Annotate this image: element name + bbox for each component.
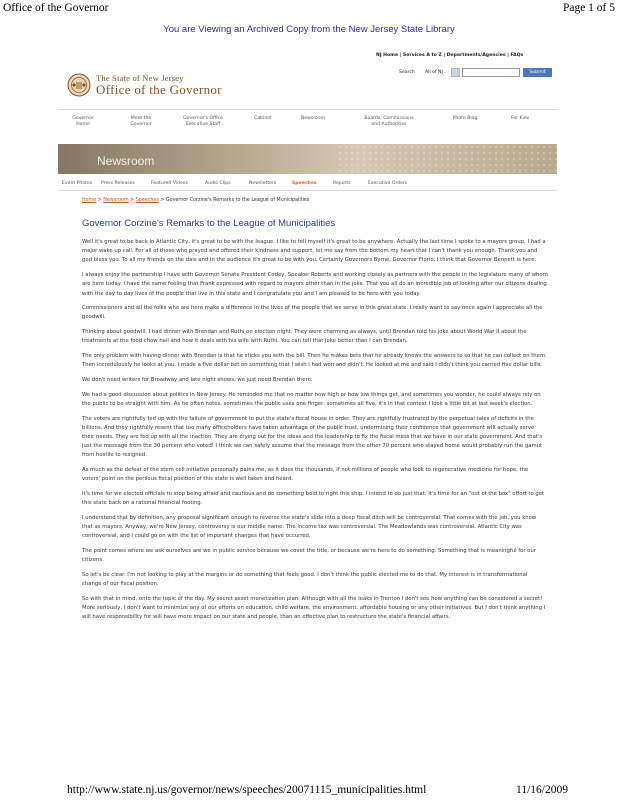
search-label: Search <box>399 70 415 75</box>
archive-notice: You are Viewing an Archived Copy from the New Jersey State Library <box>163 24 455 35</box>
print-footer <box>0 784 618 800</box>
paragraph: So with that in mind, onto the topic of the day. My secret asset monetization plan. Although with all the leaks in Trenton I don't see how anything can be considered a secret! More seriously, I don't want to minimize any of our efforts on education, child welfare, the environment, affordable housing or any other initiatives. But I don't think anything I will have responsibility for will have more impact on our state and people, than an effective plan to restructure the state's financial affairs. <box>82 595 546 621</box>
paragraph: The point comes where we ask ourselves are we in public service because we covet the title, or because we're here to do something. Something that is meaningful for our citizens. <box>82 547 536 564</box>
print-header-page: Page 1 of 5 <box>562 2 615 14</box>
print-header <box>0 0 618 18</box>
nav-governors-office[interactable]: Governor's Office Executive Staff <box>183 116 223 127</box>
paragraph: It's time for we elected officials to stop being afraid and cautious and do something bold to right this ship. I intend to do just that. It's time for an "out of the box" effort to get this state back on a rational financial footing. <box>82 490 545 507</box>
nav-meet-the-governor[interactable]: Meet the Governor <box>130 116 152 127</box>
search-input[interactable] <box>462 68 520 77</box>
breadcrumb-sep: > <box>158 198 166 203</box>
subnav-reports[interactable]: Reports <box>333 181 351 186</box>
search-scope[interactable]: All of NJ <box>425 70 443 75</box>
main-nav <box>58 109 558 139</box>
brand-line-1[interactable]: The State of New Jersey <box>96 73 184 83</box>
paragraph: Thinking about goodwill, I had dinner with Brendan and Ruthi on election night. They were charming as always, until Brendan told his joke about World War II about the treatments at the food chow hall and how it deals with his wife with Ruthi. You can tell that joke better than I can Brendan. <box>82 329 527 345</box>
paragraph: As much as the defeat of the stem cell initiative personally pains me, as it does the thousands, if not millions of people who look to regenerative medicine for hope, the voters' point on the perilous fiscal position of this state is well taken and heard. <box>82 467 529 483</box>
paragraph: We don't need writers for Broadway and late night shows, we just need Brendan there. <box>82 376 313 383</box>
breadcrumb-current: Governor Corzine's Remarks to the League of Municipalities <box>165 198 310 203</box>
subnav-newsletters[interactable]: Newsletters <box>249 181 277 186</box>
state-seal-icon[interactable] <box>67 73 91 97</box>
paragraph: I always enjoy the partnership I have with Governor Senate President Codey, Speaker Roberts and working closely as partners with the people in the legislature many of whom are here today. I have the same feeling that Frank expressed with regard to mayors other than in the joke. That you all do an incredible job of looking after our citizens dealing with the day to day lives of the people that live in this state and I congratulate you and I am pleased to be here with you today. <box>82 272 548 297</box>
search-scope-icon[interactable] <box>451 68 460 77</box>
banner-title: Newsroom <box>97 154 155 168</box>
section-banner <box>58 144 557 174</box>
subnav-divider <box>58 190 557 191</box>
subnav-featured-videos[interactable]: Featured Videos <box>151 181 188 186</box>
breadcrumb-sep: > <box>96 198 104 203</box>
brand-line-2[interactable]: Office of the Governor <box>96 82 222 97</box>
paragraph: Commissioners and all the folks who are here make a difference in the lives of the people that we serve in this great state. I really want to say once again I appreciate all the goodwill. <box>82 305 543 321</box>
breadcrumb-sep: > <box>128 198 136 203</box>
subnav-executive-orders[interactable]: Executive Orders <box>368 181 408 186</box>
subnav-speeches[interactable]: Speeches <box>292 181 317 186</box>
submit-button[interactable]: Submit <box>523 68 552 77</box>
subnav-event-photos[interactable]: Event Photos <box>62 181 93 186</box>
print-header-title: Office of the Governor <box>3 2 109 14</box>
paragraph: So let's be clear. I'm not looking to play at the margins or do something that feels good. I don't think the public elected me to do that. My interest is in transformational change of our fiscal position. <box>82 571 528 588</box>
breadcrumb-home[interactable]: Home <box>82 198 97 203</box>
nav-cabinet[interactable]: Cabinet <box>254 116 272 121</box>
paragraph: The voters are rightfully fed up with the failure of government to put the state's fiscal house in order. They are rightfully frustrated by the perpetual tales of deficits in the billions. And they rightfully resent that too many officeholders have taken advantage of the public trust, undermining their confidence that government will actually serve their needs. They are fed up with all the inaction. They are crying out for the ideas and the leadership to fix the fiscal mess that we have in our state government. And that's just the message from the 30 percent who voted! I think we can safely assume that the message from the other 70 percent who stayed home would probably run the gamut from hostile to resigned. <box>82 415 543 459</box>
paragraph: Well it's great to be back in Atlantic City, it's great to be with the league. I like to tell myself it's great to be anywhere. Actually the last time I spoke to a mayors group, I had a major wake up call. For all of those who prayed and offered their kindness and support, let me say from the bottom my heart that I can't thank you enough. Thank you and god bless you. To all my friends on the dais and in the audience it's great to be with you. Certainly Governors Byrne, Governor Florio, I think that Governor Bennett is here. <box>82 239 546 264</box>
page-title: Governor Corzine's Remarks to the League of Municipalities <box>82 218 336 229</box>
subnav-audio-clips[interactable]: Audio Clips <box>205 181 231 186</box>
breadcrumb-newsroom[interactable]: Newsroom <box>103 198 129 203</box>
breadcrumb-speeches[interactable]: Speeches <box>135 198 159 203</box>
paragraph: The only problem with having dinner with Brendan is that he sticks you with the bill. Then he makes bets that he already knows the answers to so that he can collect on them. Then incredulously he looks at you. I made a five dollar bet on something that I wish I had won and didn't. He looked at me and said I didn't think you carried five dollar bills. <box>82 353 547 369</box>
paragraph: We had a good discussion about politics in New Jersey. He reminded me that no matter how high or how low things get, and sometimes you wonder, he could always rely on the public to be straight with him. As he often notes, sometimes the public uses one finger, sometimes all five, it's in that context I look a little bit at last week's election. <box>82 391 541 407</box>
nav-newsroom[interactable]: Newsroom <box>300 116 326 121</box>
nav-for-kids[interactable]: For Kids <box>510 116 530 121</box>
banner-pattern <box>337 144 557 174</box>
nav-photo-blog[interactable]: Photo Blog <box>452 116 478 121</box>
paragraph: I understand that by definition, any proposal significant enough to reverse the state's slide into a deep fiscal ditch will be controversial. That comes with the job, you know that as mayors. Anyway, we're New Jersey, controversy is our middle name. The income tax was controversial. The Meadowlands was controversial. Atlantic City was controversial, and I could go on with the list of important changes that have occurred. <box>82 514 537 540</box>
print-footer-date: 11/16/2009 <box>516 784 568 796</box>
breadcrumb <box>82 198 309 203</box>
nav-governor-home[interactable]: Governor Home <box>72 116 94 127</box>
nav-boards-commissions[interactable]: Boards, Commissions and Authorities <box>364 116 414 127</box>
print-footer-url: http://www.state.nj.us/governor/news/speeches/20071115_municipalities.html <box>67 784 427 796</box>
speech-body <box>82 238 548 628</box>
subnav-press-releases[interactable]: Press Releases <box>101 181 135 186</box>
top-links[interactable]: NJ Home | Services A to Z | Departments/Agencies | FAQs <box>376 53 524 58</box>
